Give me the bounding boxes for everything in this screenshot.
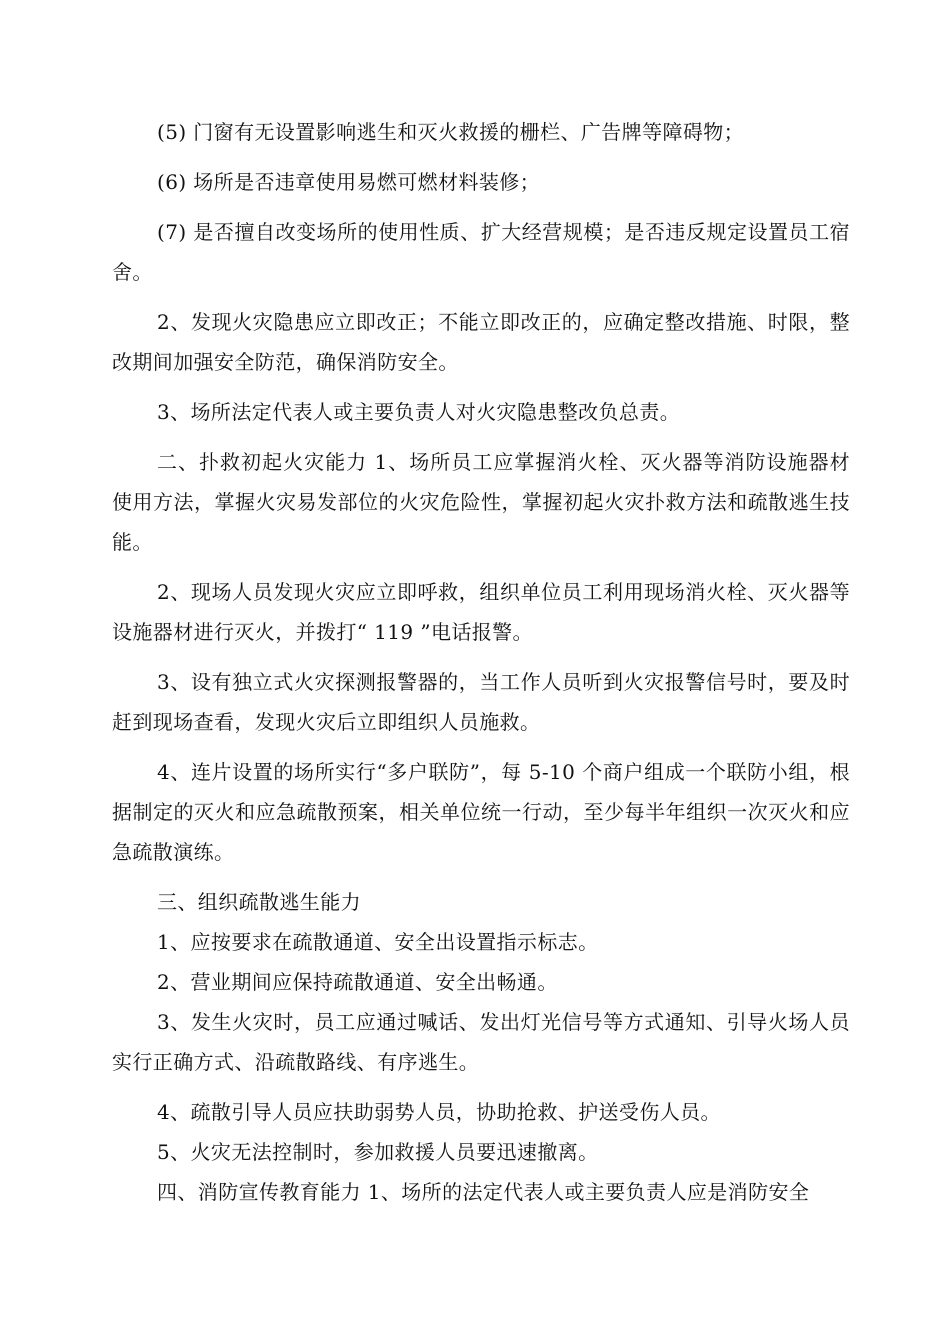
document-body (112, 112, 850, 1212)
paragraph-responsibility: 3、场所法定代表人或主要负责人对火灾隐患整改负总责。 (157, 400, 681, 424)
paragraph-hazard-correction: 2、发现火灾隐患应立即改正；不能立即改正的，应确定整改措施、时限，整改期间加强安全防范，确保消防安全。 (112, 310, 850, 374)
section-heading-fire-education: 四、消防宣传教育能力 1、场所的法定代表人或主要负责人应是消防安全 (157, 1180, 810, 1204)
paragraph-detector-alarm: 3、设有独立式火灾探测报警器的，当工作人员听到火灾报警信号时，要及时赶到现场查看，发现火灾后立即组织人员施救。 (112, 670, 850, 734)
paragraph-joint-defense: 4、连片设置的场所实行“多户联防”，每 5-10 个商户组成一个联防小组，根据制定的灭火和应急疏散预案，相关单位统一行动，至少每半年组织一次灭火和应急疏散演练。 (112, 760, 850, 864)
paragraph-withdraw: 5、火灾无法控制时，参加救援人员要迅速撤离。 (157, 1140, 599, 1164)
paragraph-keep-exits-clear: 2、营业期间应保持疏散通道、安全出畅通。 (157, 970, 558, 994)
paragraph-guide-escape: 3、发生火灾时，员工应通过喊话、发出灯光信号等方式通知、引导火场人员实行正确方式、沿疏散路线、有序逃生。 (112, 1010, 850, 1074)
section-heading-evacuation: 三、组织疏散逃生能力 (157, 890, 361, 914)
paragraph-item-5: (5) 门窗有无设置影响逃生和灭火救援的栅栏、广告牌等障碍物； (157, 120, 745, 144)
paragraph-assist-vulnerable: 4、疏散引导人员应扶助弱势人员，协助抢救、护送受伤人员。 (157, 1100, 721, 1124)
paragraph-item-7: (7) 是否擅自改变场所的使用性质、扩大经营规模；是否违反规定设置员工宿舍。 (112, 220, 850, 284)
paragraph-call-119: 2、现场人员发现火灾应立即呼救，组织单位员工利用现场消火栓、灭火器等设施器材进行灭火，并拨打“ 119 ”电话报警。 (112, 580, 850, 644)
paragraph-evacuation-signs: 1、应按要求在疏散通道、安全出设置指示标志。 (157, 930, 599, 954)
paragraph-item-6: (6) 场所是否违章使用易燃可燃材料装修； (157, 170, 541, 194)
section-heading-initial-fire-fighting: 二、扑救初起火灾能力 1、场所员工应掌握消火栓、灭火器等消防设施器材使用方法，掌握火灾易发部位的火灾危险性，掌握初起火灾扑救方法和疏散逃生技能。 (112, 450, 850, 554)
